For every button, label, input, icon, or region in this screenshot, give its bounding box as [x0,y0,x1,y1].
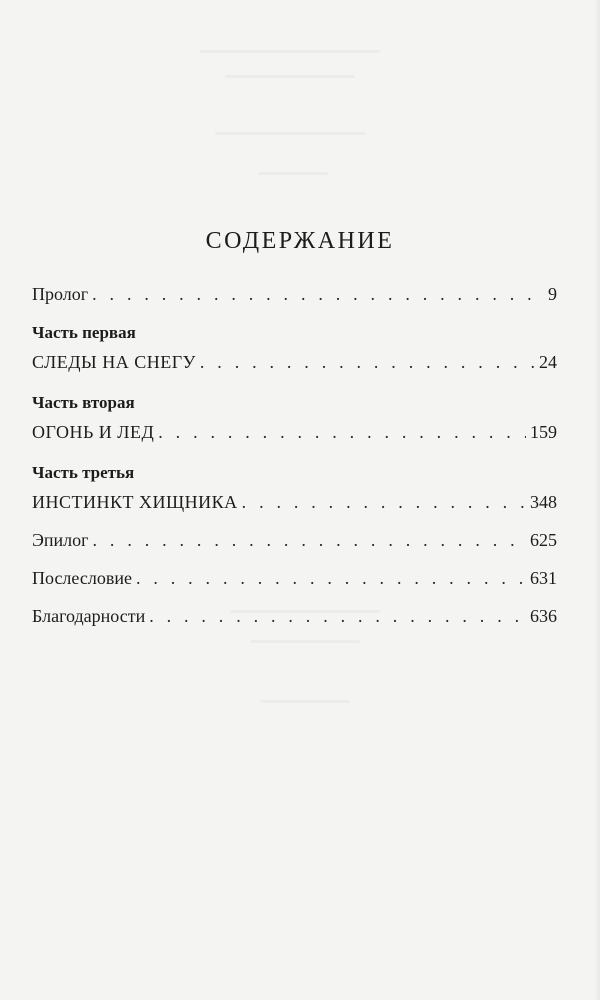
dot-leader [136,566,526,590]
table-of-contents [32,280,557,628]
dot-leader [93,528,526,552]
dot-leader [242,490,526,514]
part-heading-3: Часть третья [32,463,135,482]
part-heading-2: Часть вторая [32,393,135,412]
toc-entry-label: ИНСТИНКТ ХИЩНИКА [32,492,238,512]
toc-entry-epilogue[interactable] [32,528,557,552]
bleed-through-line [258,172,328,175]
toc-page-number: 24 [539,352,557,372]
toc-entry-part2[interactable] [32,420,557,444]
bleed-through-line [225,75,355,78]
dot-leader [149,604,526,628]
toc-entry-label: Пролог [32,284,89,304]
toc-entry-acknowledgments[interactable] [32,604,557,628]
toc-page-number: 625 [530,530,557,550]
toc-entry-afterword[interactable] [32,566,557,590]
part-heading-1: Часть первая [32,323,136,342]
toc-entry-part3[interactable] [32,490,557,514]
toc-entry-label: СЛЕДЫ НА СНЕГУ [32,352,196,372]
dot-leader [92,282,544,306]
bleed-through-line [250,640,360,643]
bleed-through-line [200,50,380,53]
toc-page-number: 159 [530,422,557,442]
toc-entry-label: ОГОНЬ И ЛЕД [32,422,155,442]
dot-leader [200,350,535,374]
toc-page-number: 9 [548,284,557,304]
bleed-through-line [260,700,350,703]
toc-entry-label: Эпилог [32,530,89,550]
page-edge [594,0,600,1000]
toc-entry-label: Послесловие [32,568,132,588]
toc-page-number: 636 [530,606,557,626]
bleed-through-line [215,132,365,135]
toc-entry-prologue[interactable] [32,282,557,306]
toc-entry-label: Благодарности [32,606,146,626]
dot-leader [158,420,526,444]
toc-page-number: 631 [530,568,557,588]
toc-entry-part1[interactable] [32,350,557,374]
toc-page-number: 348 [530,492,557,512]
page-title: СОДЕРЖАНИЕ [205,228,395,254]
